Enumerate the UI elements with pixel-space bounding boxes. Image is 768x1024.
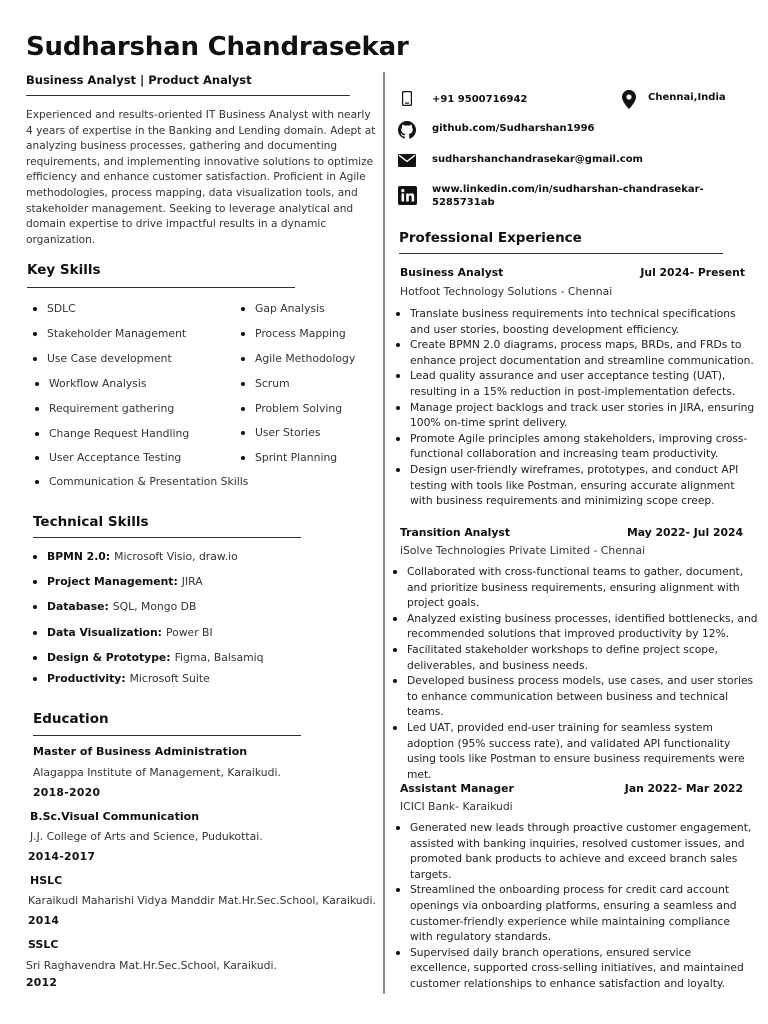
job-title: Transition Analyst xyxy=(400,526,510,539)
linkedin-link[interactable]: www.linkedin.com/in/sudharshan-chandrasekar- 5285731ab xyxy=(432,184,704,208)
experience-heading: Professional Experience xyxy=(399,230,582,246)
skill-item: User Acceptance Testing xyxy=(35,451,181,464)
skill-item: Problem Solving xyxy=(241,402,342,415)
education-institution: Alagappa Institute of Management, Karaikudi. xyxy=(33,766,281,779)
skill-item: Gap Analysis xyxy=(241,302,325,315)
list-item: Lead quality assurance and user acceptance testing (UAT), resulting in a 15% reduction in post-implementation defects. xyxy=(396,368,758,399)
job-dates: Jan 2022- Mar 2022 xyxy=(624,782,743,795)
list-item: Translate business requirements into technical specifications and user stories, boosting development efficiency. xyxy=(396,306,758,337)
job-title: Business Analyst xyxy=(400,266,504,279)
phone-icon xyxy=(402,91,412,106)
job-dates: May 2022- Jul 2024 xyxy=(627,526,743,539)
education-degree: SSLC xyxy=(28,938,59,951)
education-heading: Education xyxy=(33,711,109,727)
list-item: Developed business process models, use cases, and user stories to enhance communication between business and technical teams. xyxy=(393,673,758,720)
skill-item: Use Case development xyxy=(33,352,172,365)
skill-item: Scrum xyxy=(241,377,290,390)
skill-item: Sprint Planning xyxy=(241,451,337,464)
list-item: Streamlined the onboarding process for credit card account openings via onboarding platforms, ensuring a seamless and customer-friendly experience while maintaining compliance with regulatory standards. xyxy=(396,882,754,944)
tech-skill-item: Data Visualization: Power BI xyxy=(33,626,213,639)
skill-item: Requirement gathering xyxy=(35,402,174,415)
education-institution: Karaikudi Maharishi Vidya Manddir Mat.Hr.Sec.School, Karaikudi. xyxy=(28,894,376,907)
skill-item: Stakeholder Management xyxy=(33,327,186,340)
email-icon xyxy=(398,154,416,167)
list-item: Collaborated with cross-functional teams to gather, document, and prioritize business requirements, ensuring alignment with project goals. xyxy=(393,564,758,611)
location-pin-icon xyxy=(622,90,636,109)
company-name: Hotfoot Technology Solutions - Chennai xyxy=(400,285,613,298)
location-text: Chennai,India xyxy=(648,92,726,103)
skill-item: User Stories xyxy=(241,426,320,439)
job-dates: Jul 2024- Present xyxy=(640,266,745,279)
title-divider xyxy=(26,95,350,96)
resume-name: Sudharshan Chandrasekar xyxy=(26,32,409,62)
skill-item: Process Mapping xyxy=(241,327,346,340)
education-institution: Sri Raghavendra Mat.Hr.Sec.School, Karaikudi. xyxy=(26,959,277,972)
linkedin-icon xyxy=(398,186,417,205)
education-institution: J.J. College of Arts and Science, Pudukottai. xyxy=(30,830,263,843)
tech-skill-item: Productivity: Microsoft Suite xyxy=(33,672,210,685)
skill-item: SDLC xyxy=(33,302,76,315)
list-item: Promote Agile principles among stakeholders, improving cross-functional collaboration and increasing team productivity. xyxy=(396,431,758,462)
list-item: Analyzed existing business processes, identified bottlenecks, and recommended solutions that improved productivity by 12%. xyxy=(393,611,758,642)
tech-skill-item: BPMN 2.0: Microsoft Visio, draw.io xyxy=(33,550,238,563)
email-link[interactable]: sudharshanchandrasekar@gmail.com xyxy=(432,154,643,165)
github-icon xyxy=(398,121,416,139)
list-item: Supervised daily branch operations, ensured service excellence, supported cross-selling initiatives, and maintained customer relationships to enhance satisfaction and loyalty. xyxy=(396,945,754,992)
skill-item: Agile Methodology xyxy=(241,352,355,365)
key-skills-divider xyxy=(27,287,295,288)
company-name: iSolve Technologies Private Limited - Chennai xyxy=(400,544,646,557)
list-item: Generated new leads through proactive customer engagement, assisted with banking inquiries, resolved customer issues, and promoted bank products to achieve and exceed branch sales targets. xyxy=(396,820,754,882)
education-years: 2018-2020 xyxy=(33,786,101,799)
tech-skill-item: Project Management: JIRA xyxy=(33,575,203,588)
skill-item: Communication & Presentation Skills xyxy=(35,475,248,488)
technical-skills-heading: Technical Skills xyxy=(33,514,149,530)
job-bullets xyxy=(396,820,754,992)
resume-title: Business Analyst | Product Analyst xyxy=(26,73,252,87)
experience-divider xyxy=(399,253,723,254)
education-degree: Master of Business Administration xyxy=(33,745,248,758)
education-years: 2012 xyxy=(26,976,58,989)
list-item: Design user-friendly wireframes, prototypes, and conduct API testing with tools like Postman, ensuring accurate alignment with business requirements and minimizing scope creep. xyxy=(396,462,758,509)
education-degree: B.Sc.Visual Communication xyxy=(30,810,200,823)
education-years: 2014 xyxy=(28,914,60,927)
column-divider xyxy=(383,72,385,994)
list-item: Manage project backlogs and track user stories in JIRA, ensuring 100% on-time sprint delivery. xyxy=(396,400,758,431)
job-bullets xyxy=(396,306,758,509)
key-skills-heading: Key Skills xyxy=(27,262,101,278)
phone-number: +91 9500716942 xyxy=(432,94,528,105)
skill-item: Change Request Handling xyxy=(35,427,189,440)
list-item: Create BPMN 2.0 diagrams, process maps, BRDs, and FRDs to enhance project documentation and streamline communication. xyxy=(396,337,758,368)
list-item: Facilitated stakeholder workshops to define project scope, deliverables, and business needs. xyxy=(393,642,758,673)
tech-skill-item: Database: SQL, Mongo DB xyxy=(33,600,196,613)
education-divider xyxy=(33,735,301,736)
job-title: Assistant Manager xyxy=(400,782,514,795)
profile-summary: Experienced and results-oriented IT Business Analyst with nearly 4 years of expertise in the Banking and Lending domain. Adept at analyzing business processes, gathering and documenting requirements, and implementing innovative solutions to optimize efficiency and enhance customer satisfaction. Proficient in Agile methodologies, process mapping, data visualization tools, and stakeholder management. Seeking to leverage analytical and domain expertise to drive impactful results in a dynamic organization. xyxy=(26,109,376,246)
company-name: ICICI Bank- Karaikudi xyxy=(400,800,513,813)
education-years: 2014-2017 xyxy=(28,850,96,863)
education-degree: HSLC xyxy=(30,874,63,887)
list-item: Led UAT, provided end-user training for seamless system adoption (95% success rate), and validated API functionality using tools like Postman to ensure business requirements were met. xyxy=(393,720,758,782)
github-link[interactable]: github.com/Sudharshan1996 xyxy=(432,123,595,134)
job-bullets xyxy=(393,564,758,782)
skill-item: Workflow Analysis xyxy=(35,377,147,390)
technical-skills-divider xyxy=(33,537,301,538)
tech-skill-item: Design & Prototype: Figma, Balsamiq xyxy=(33,651,264,664)
